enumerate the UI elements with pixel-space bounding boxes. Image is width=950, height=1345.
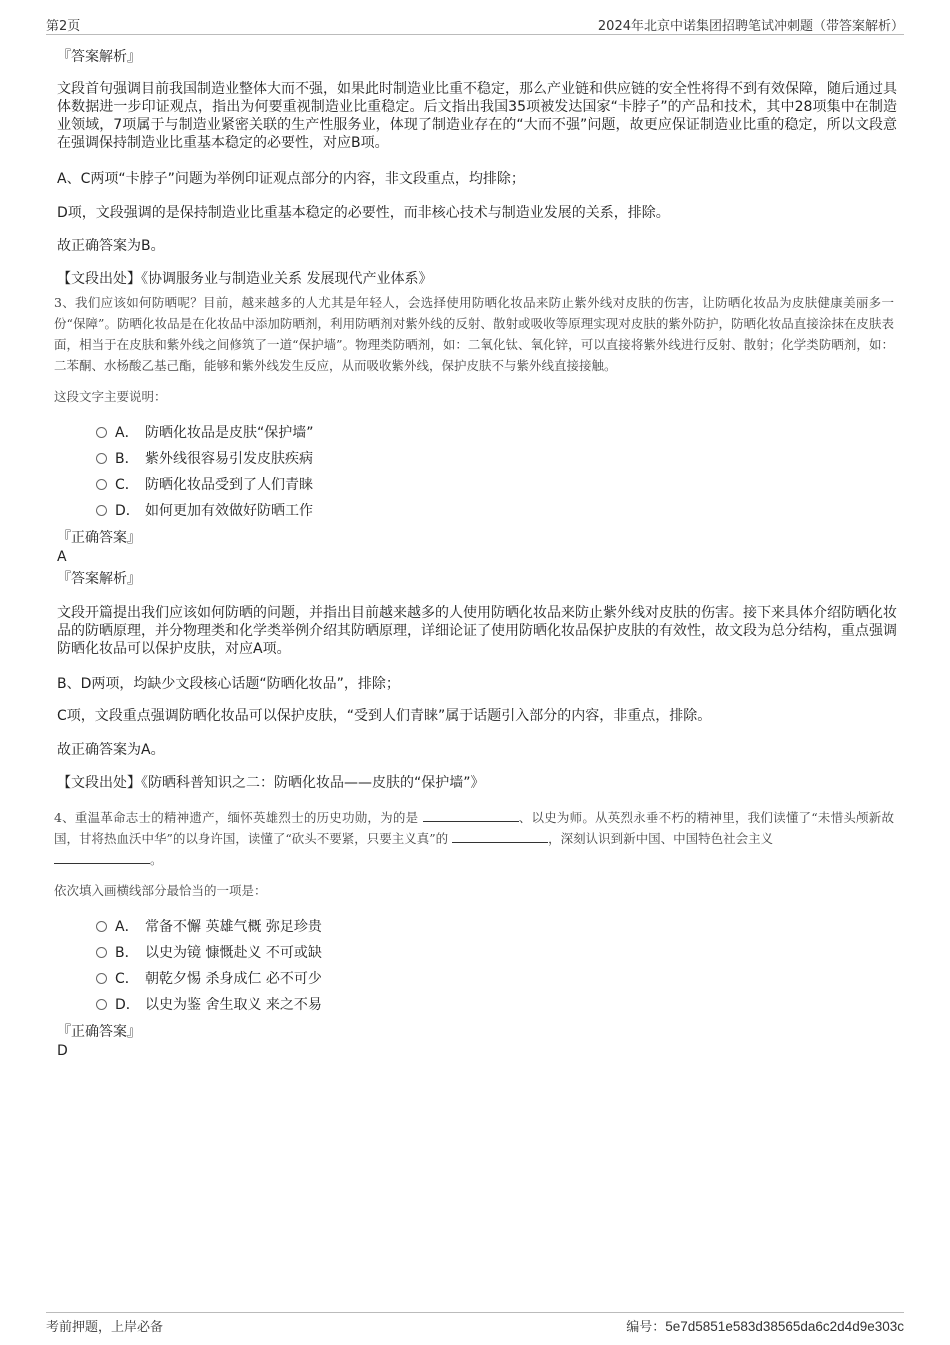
q3-analysis-paragraph-2: B、D两项，均缺少文段核心话题“防晒化妆品”，排除； [57,676,400,692]
document-title: 2024年北京中诺集团招聘笔试冲刺题（带答案解析） [597,19,904,34]
q2-analysis-paragraph-2: A、C两项“卡脖子”问题为举例印证观点部分的内容，非文段重点，均排除； [57,171,525,187]
q2-source: 【文段出处】《协调服务业与制造业关系 发展现代产业体系》 [57,271,433,287]
q4-option-a[interactable]: A． 常备不懈 英雄气概 弥足珍贵 [96,917,322,937]
radio-icon[interactable] [96,947,107,958]
q3-source: 【文段出处】《防晒科普知识之二：防晒化妆品——皮肤的“保护墙”》 [57,775,485,791]
page-footer [46,1312,904,1337]
q4-option-b[interactable]: B． 以史为镜 慷慨赴义 不可或缺 [96,943,322,963]
q3-option-b[interactable]: B． 紫外线很容易引发皮肤疾病 [96,449,313,469]
fill-blank-1 [423,809,519,822]
q3-prompt: 这段文字主要说明： [54,389,167,404]
fill-blank-3 [54,851,150,864]
page-header [46,14,904,35]
radio-icon[interactable] [96,453,107,464]
fill-blank-2 [452,830,548,843]
document-code: 编号：5e7d5851e583d38565da6c2d4d9e303c [626,1319,904,1335]
page-number: 第2页 [46,19,81,34]
q2-analysis-label: 『答案解析』 [57,49,141,65]
q3-option-a[interactable]: A． 防晒化妆品是皮肤“保护墙” [96,423,314,443]
q3-option-d[interactable]: D． 如何更加有效做好防晒工作 [96,501,313,521]
q3-analysis-label: 『答案解析』 [57,571,141,587]
q3-analysis-paragraph-3: C项，文段重点强调防晒化妆品可以保护皮肤，“受到人们青睐”属于话题引入部分的内容，非重点，排除。 [57,708,712,724]
q2-analysis-paragraph-3: D项，文段强调的是保持制造业比重基本稳定的必要性，而非核心技术与制造业发展的关系，排除。 [57,205,670,221]
q3-analysis-conclusion: 故正确答案为A。 [57,742,165,758]
q3-analysis-paragraph-1: 文段开篇提出我们应该如何防晒的问题，并指出目前越来越多的人使用防晒化妆品来防止紫外线对皮肤的伤害。接下来具体介绍防晒化妆品的防晒原理，并分物理类和化学类举例介绍其防晒原理，详细论证了使用防晒化妆品保护皮肤的有效性，故文段为总分结构，重点强调防晒化妆品可以保护皮肤，对应A项。 [57,605,897,657]
q4-prompt: 依次填入画横线部分最恰当的一项是： [54,883,267,898]
radio-icon[interactable] [96,999,107,1010]
footer-slogan: 考前押题，上岸必备 [46,1320,164,1335]
q4-correct-answer: D [57,1043,68,1059]
q3-stem: 3、我们应该如何防晒呢？目前，越来越多的人尤其是年轻人，会选择使用防晒化妆品来防止紫外线对皮肤的伤害，让防晒化妆品为皮肤健康美丽多一份“保障”。防晒化妆品是在化妆品中添加防晒剂，利用防晒剂对紫外线的反射、散射或吸收等原理实现对皮肤的紫外防护，防晒化妆品直接涂抹在皮肤表面，相当于在皮肤和紫外线之间修筑了一道“保护墙”。物理类防晒剂，如：二氧化钛、氧化锌，可以直接将紫外线进行反射、散射；化学类防晒剂，如：二苯酮、水杨酸乙基己酯，能够和紫外线发生反应，从而吸收紫外线，保护皮肤不与紫外线直接接触。 [54,295,894,373]
q4-correct-label: 『正确答案』 [57,1024,141,1040]
q3-correct-label: 『正确答案』 [57,530,141,546]
radio-icon[interactable] [96,479,107,490]
q2-analysis-paragraph-1: 文段首句强调目前我国制造业整体大而不强，如果此时制造业比重不稳定，那么产业链和供应链的安全性将得不到有效保障，随后通过具体数据进一步印证观点，指出为何要重视制造业比重稳定。后文指出我国35项被发达国家“卡脖子”的产品和技术，其中28项集中在制造业领域，7项属于与制造业紧密关联的生产性服务业，体现了制造业存在的“大而不强”问题，故更应保证制造业比重的稳定，所以文段意在强调保持制造业比重基本稳定的必要性，对应B项。 [57,81,897,151]
q4-stem: 4、重温革命志士的精神遗产，缅怀英雄烈士的历史功勋，为的是 、以史为师。从英烈永垂不朽的精神里，我们读懂了“未惜头颅新故国，甘将热血沃中华”的以身许国，读懂了“砍头不要紧，只要主义真”的 ，深刻认识到新中国、中国特色社会主义 。 [54,810,894,867]
q3-option-c[interactable]: C． 防晒化妆品受到了人们青睐 [96,475,313,495]
q4-option-d[interactable]: D． 以史为鉴 舍生取义 来之不易 [96,995,322,1015]
q4-option-c[interactable]: C． 朝乾夕惕 杀身成仁 必不可少 [96,969,322,989]
radio-icon[interactable] [96,973,107,984]
radio-icon[interactable] [96,505,107,516]
radio-icon[interactable] [96,921,107,932]
radio-icon[interactable] [96,427,107,438]
q3-correct-answer: A [57,549,67,565]
q2-analysis-conclusion: 故正确答案为B。 [57,238,165,254]
